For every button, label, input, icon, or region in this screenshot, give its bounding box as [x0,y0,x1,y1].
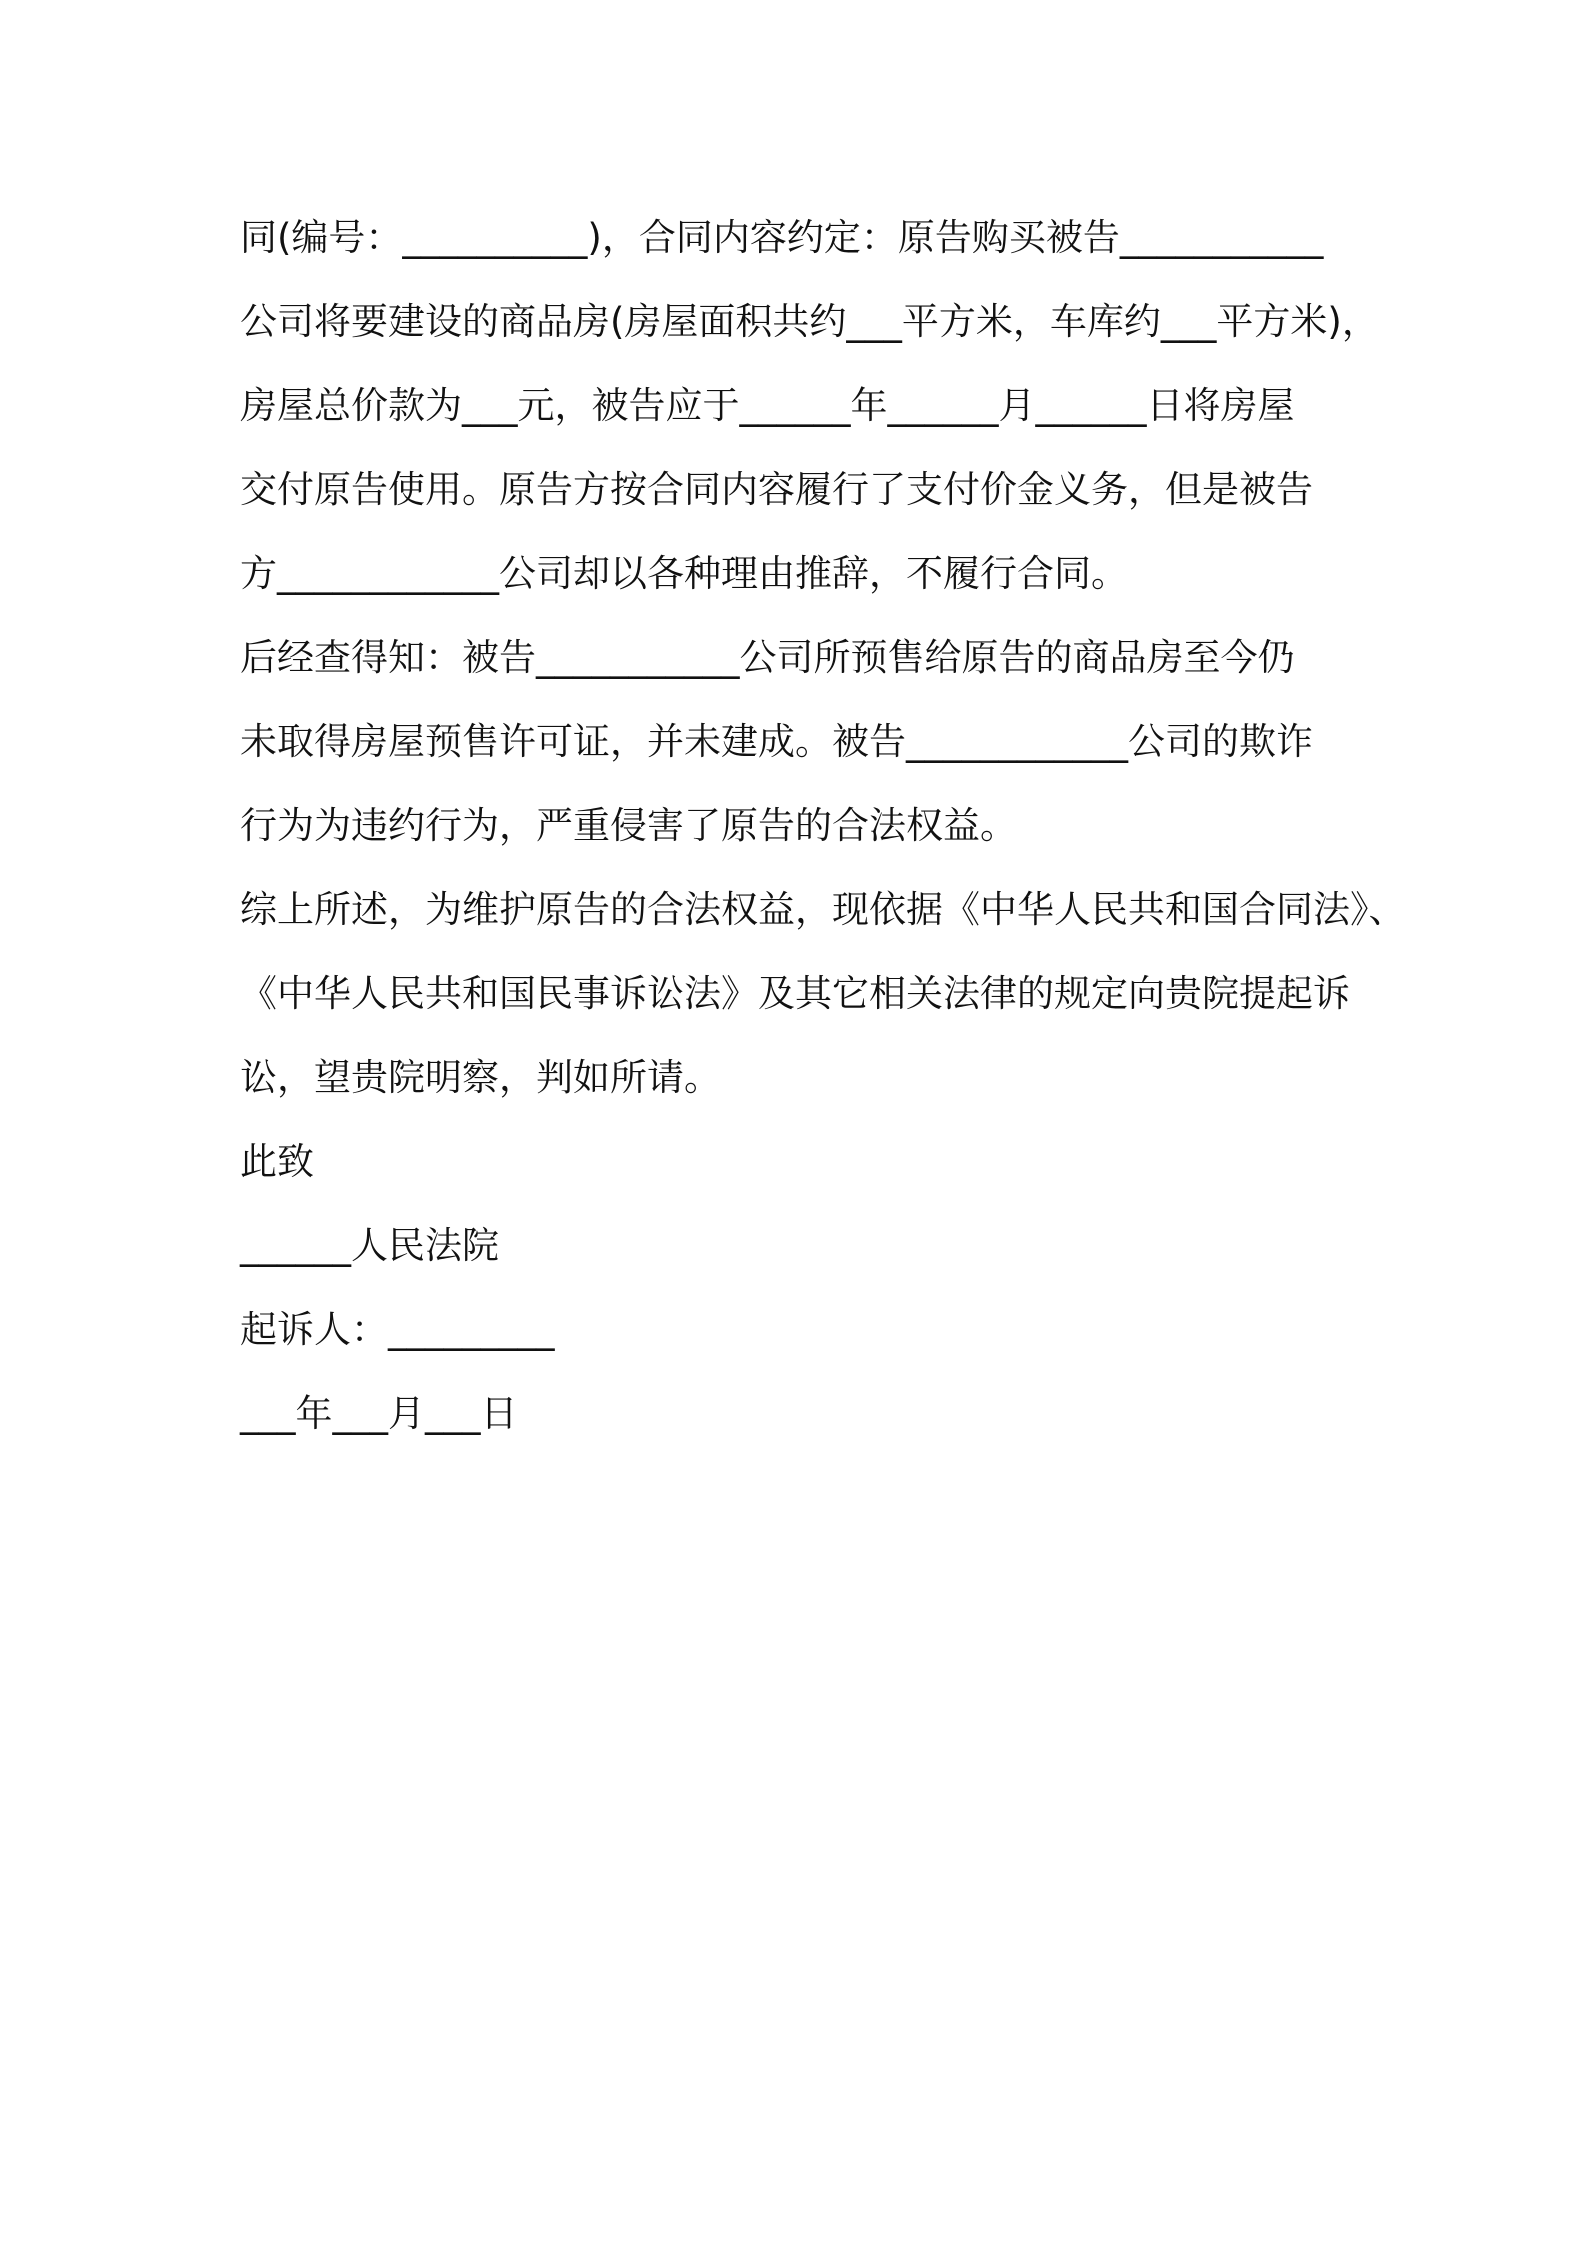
body-line-11: 讼，望贵院明察，判如所请。 [240,1056,721,1099]
body-line-1: 同(编号：__________)，合同内容约定：原告购买被告___________ [240,216,1324,259]
body-line-3: 房屋总价款为___元，被告应于______年______月______日将房屋 [240,384,1295,427]
body-line-8: 行为为违约行为，严重侵害了原告的合法权益。 [240,804,1017,847]
body-line-2: 公司将要建设的商品房(房屋面积共约___平方米，车库约___平方米)， [240,300,1379,343]
court-name: ______人民法院 [240,1224,499,1267]
body-line-7: 未取得房屋预售许可证，并未建成。被告____________公司的欺诈 [240,720,1313,763]
body-line-10: 《中华人民共和国民事诉讼法》及其它相关法律的规定向贵院提起诉 [240,972,1350,1015]
body-line-5: 方____________公司却以各种理由推辞，不履行合同。 [240,552,1128,595]
body-line-4: 交付原告使用。原告方按合同内容履行了支付价金义务，但是被告 [240,468,1313,511]
salutation: 此致 [240,1140,314,1183]
body-line-9: 综上所述，为维护原告的合法权益，现依据《中华人民共和国合同法》、 [240,888,1406,931]
filing-date: ___年___月___日 [240,1392,518,1435]
complaint-body [240,196,1406,1456]
body-line-6: 后经查得知：被告___________公司所预售给原告的商品房至今仍 [240,636,1295,679]
plaintiff-signature: 起诉人：_________ [240,1308,555,1351]
